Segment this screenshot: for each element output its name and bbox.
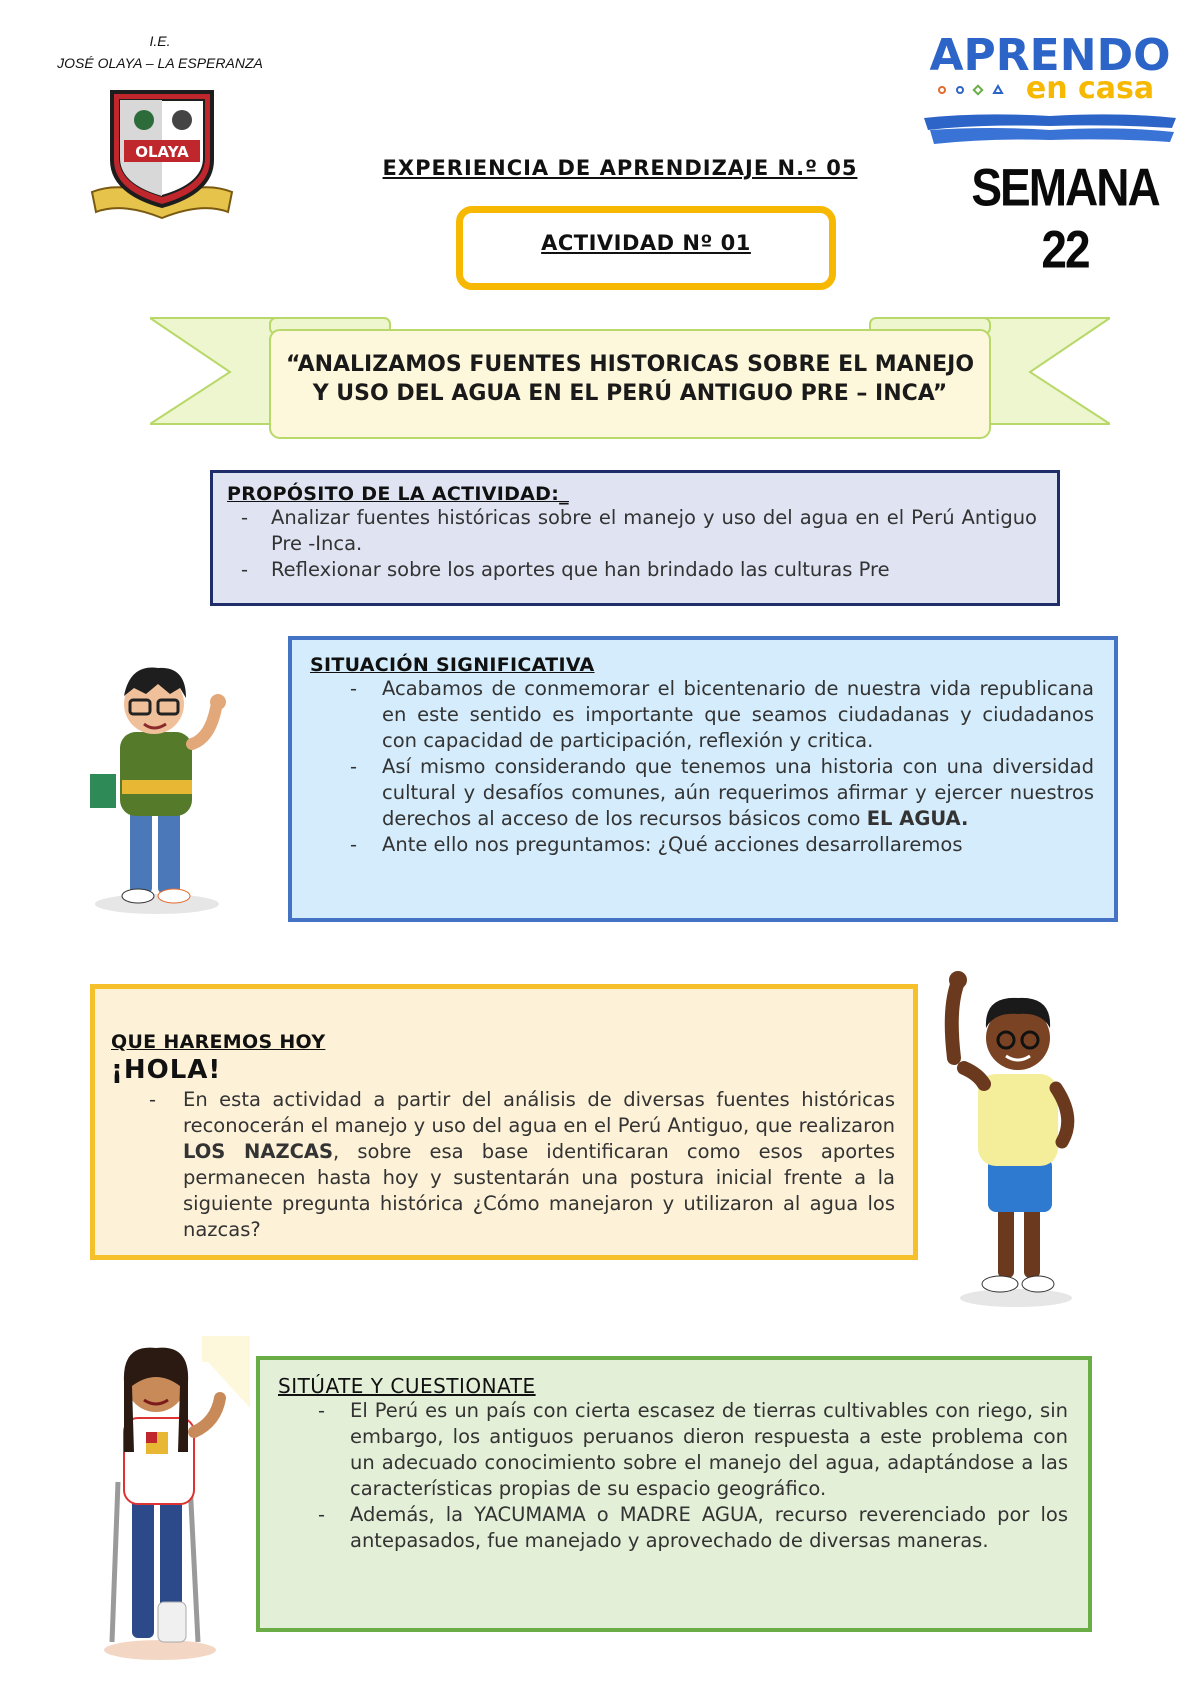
list-item: - Analizar fuentes históricas sobre el manejo y uso del agua en el Perú Antiguo Pre -Inca. — [227, 505, 1037, 557]
greeting: ¡HOLA! — [111, 1055, 222, 1085]
school-line-1: I.E. — [149, 33, 171, 49]
school-line-2: JOSÉ OLAYA – LA ESPERANZA — [57, 55, 263, 71]
list-item — [111, 1087, 895, 1243]
emphasis-nazcas: LOS NAZCAS — [183, 1140, 334, 1163]
aprendo-en-casa-logo — [920, 20, 1180, 150]
brand-line-2: en casa — [1025, 71, 1155, 106]
list-item: - El Perú es un país con cierta escasez de tierras cultivables con riego, sin embargo, los antiguos peruanos dieron respuesta a este problema con un adecuado conocimiento sobre el manejo del agua, adaptándose a las características propias de su espacio geográfico. — [278, 1398, 1068, 1502]
list-item: - Acabamos de conmemorar el bicentenario de nuestra vida republicana en este sentido es importante que seamos ciudadanas y ciudadanos con capacidad de participación, reflexión y critica. — [310, 676, 1094, 754]
experience-title: EXPERIENCIA DE APRENDIZAJE N.º 05 — [382, 156, 858, 180]
reflect-heading: SITÚATE Y CUESTIONATE — [278, 1374, 536, 1398]
today-plan-box — [90, 984, 918, 1260]
situation-list — [310, 676, 1094, 858]
school-name — [40, 30, 280, 74]
boy-raising-arm-illustration — [938, 968, 1088, 1308]
activity-title: “ANALIZAMOS FUENTES HISTORICAS SOBRE EL MANEJO Y USO DEL AGUA EN EL PERÚ ANTIGUO PRE – INCA” — [285, 352, 975, 406]
today-heading: QUE HAREMOS HOY — [111, 1031, 326, 1053]
list-item: - Además, la YACUMAMA o MADRE AGUA, recurso reverenciado por los antepasados, fue manejado y aprovechado de diversas maneras. — [278, 1502, 1068, 1554]
activity-box — [456, 206, 836, 290]
list-item: - Reflexionar sobre los aportes que han brindado las culturas Pre — [227, 557, 1037, 583]
activity-label: ACTIVIDAD Nº 01 — [541, 231, 751, 255]
list-item-text: , sobre esa base identificaran como esos aportes permanecen hasta hoy y sustentarán una postura inicial frente a la siguiente pregunta histórica ¿Cómo manejaron y utilizaron al agua los nazcas? — [183, 1140, 895, 1241]
list-item: - Ante ello nos preguntamos: ¿Qué acciones desarrollaremos — [310, 832, 1094, 858]
brand-line-1: APRENDO — [929, 30, 1171, 81]
week-label: SEMANA 22 — [971, 157, 1159, 279]
significant-situation-box — [288, 636, 1118, 922]
school-crest-logo — [82, 80, 242, 220]
purpose-box — [210, 470, 1060, 606]
reflect-and-question-box — [256, 1356, 1092, 1632]
purpose-list — [227, 505, 1037, 583]
reflect-list — [278, 1398, 1068, 1554]
today-list — [111, 1087, 895, 1243]
girl-with-crutches-illustration — [90, 1332, 250, 1662]
emphasis-water: EL AGUA. — [866, 807, 969, 830]
list-item-text: Así mismo considerando que tenemos una historia con una diversidad cultural y desafíos comunes, aún requerimos afirmar y ejercer nuestros derechos al acceso de los recursos básicos como — [382, 755, 1094, 830]
crest-text: OLAYA — [135, 143, 189, 161]
list-item — [310, 754, 1094, 832]
situation-heading: SITUACIÓN SIGNIFICATIVA — [310, 654, 595, 676]
list-item-text: En esta actividad a partir del análisis de diversas fuentes históricas reconocerán el manejo y uso del agua en el Perú Antiguo, que realizaron — [183, 1088, 895, 1137]
boy-with-glasses-illustration — [82, 648, 232, 916]
purpose-heading: PROPÓSITO DE LA ACTIVIDAD:_ — [227, 483, 569, 505]
